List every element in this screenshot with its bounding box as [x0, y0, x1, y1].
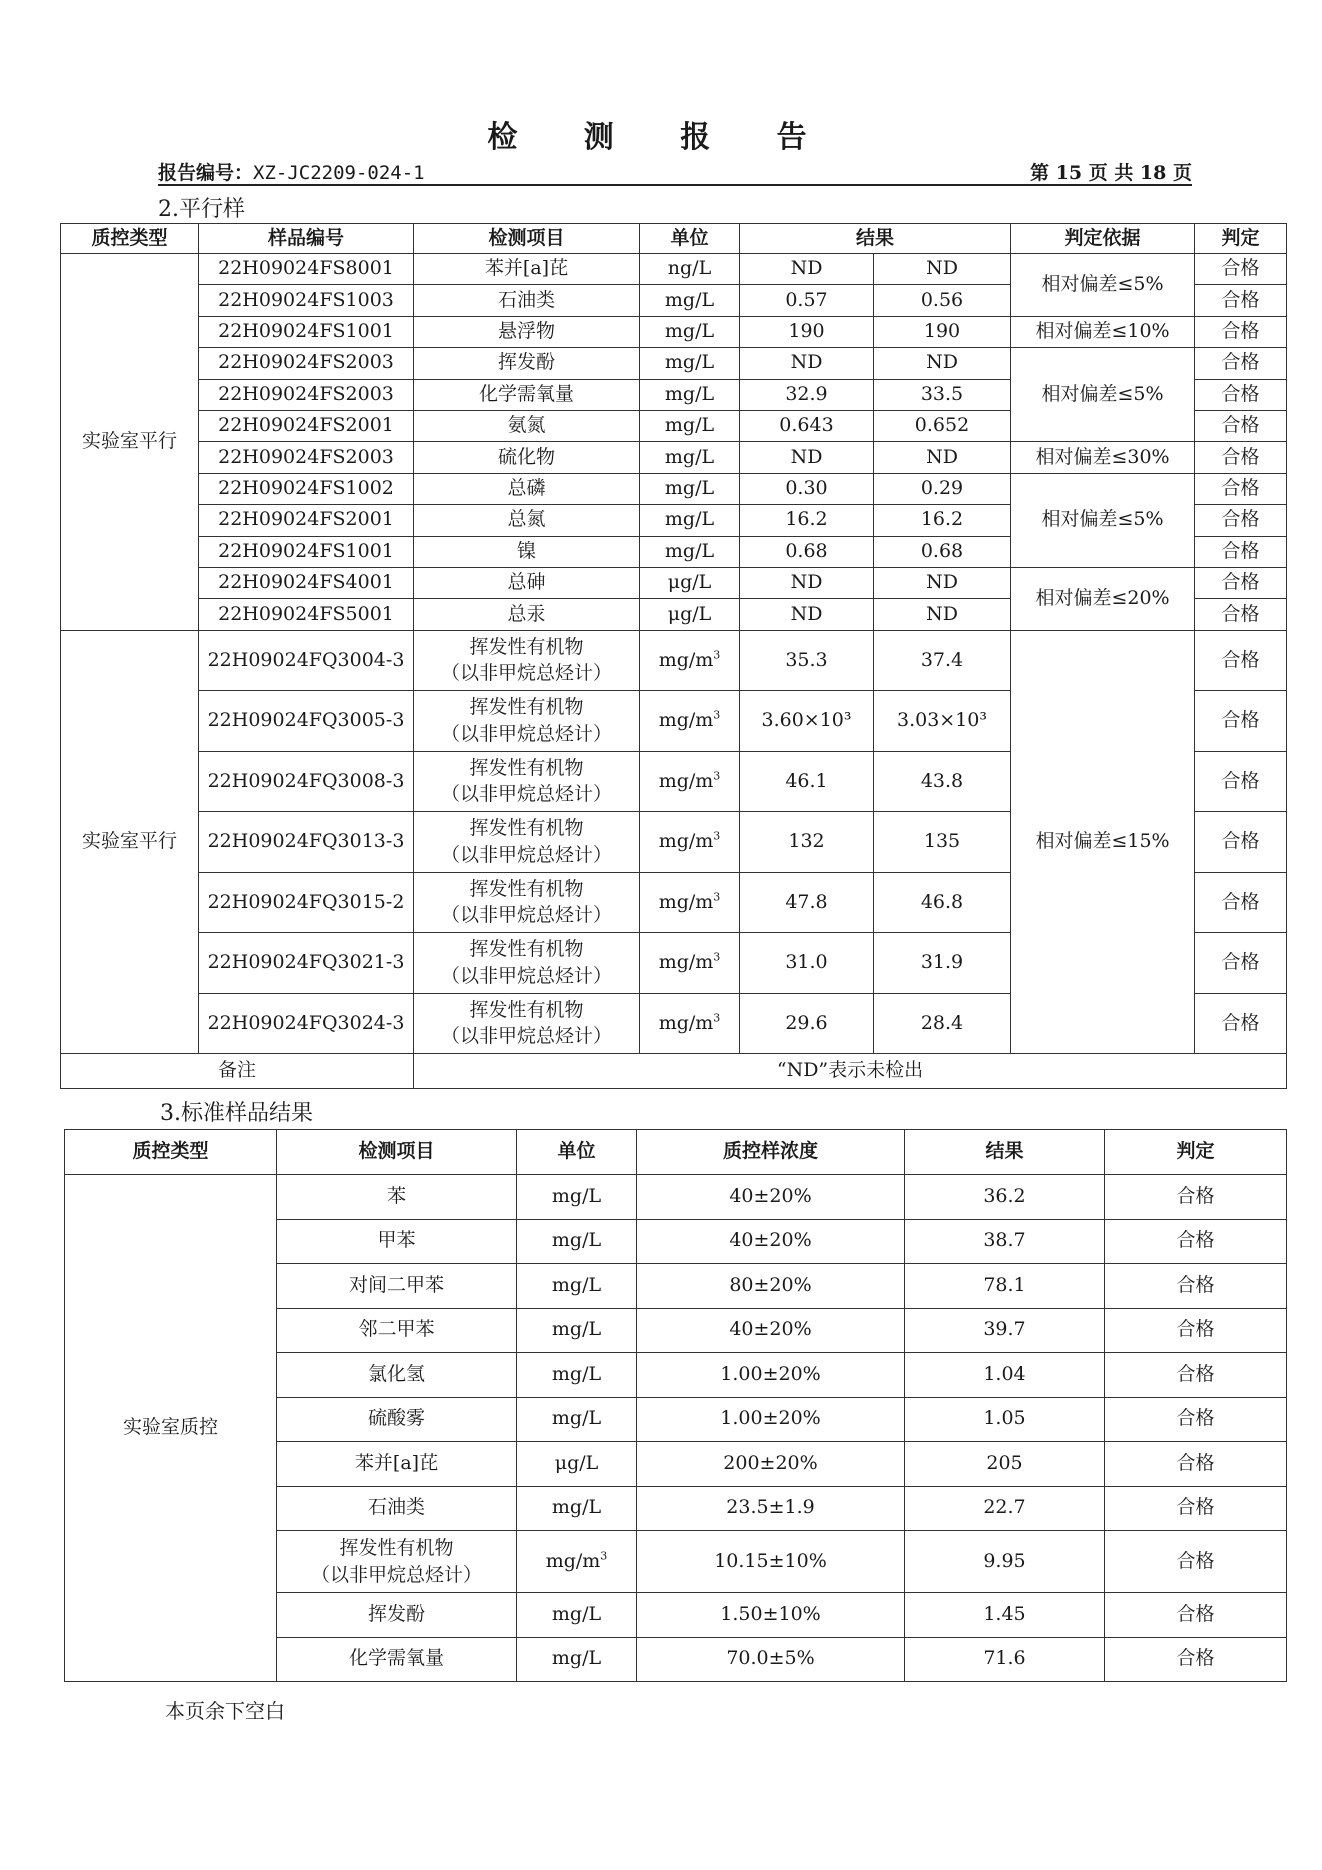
test-item: 石油类 [277, 1486, 517, 1531]
judgment: 合格 [1105, 1486, 1287, 1531]
test-item-line1: 挥发性有机物 [469, 938, 584, 961]
result-1: 0.30 [740, 473, 874, 504]
result-2: ND [874, 599, 1011, 630]
unit-base: mg/m [658, 890, 714, 913]
unit [517, 1531, 637, 1593]
table-row [61, 442, 1287, 473]
result: 1.45 [905, 1593, 1105, 1638]
test-item: 挥发酚 [414, 348, 640, 379]
test-item: 苯并[a]芘 [414, 254, 640, 285]
judgment: 合格 [1195, 285, 1287, 316]
result-2: 31.9 [874, 933, 1011, 994]
table-header [61, 224, 1287, 254]
unit: mg/L [640, 316, 740, 347]
test-item [277, 1531, 517, 1593]
page-info: 第 15 页 共 18 页 [1030, 162, 1192, 184]
qc-concentration: 1.00±20% [637, 1353, 905, 1398]
test-item-line2: （以非甲烷总烃计） [440, 722, 612, 745]
qc-concentration: 10.15±10% [637, 1531, 905, 1593]
unit: mg/L [517, 1175, 637, 1220]
judgment: 合格 [1105, 1637, 1287, 1682]
test-item: 悬浮物 [414, 316, 640, 347]
test-item-line1: 挥发性有机物 [469, 635, 584, 658]
page-title: 检 测 报 告 [487, 120, 835, 155]
sample-id: 22H09024FQ3015-2 [199, 872, 414, 933]
result: 71.6 [905, 1637, 1105, 1682]
sample-id: 22H09024FQ3004-3 [199, 630, 414, 691]
unit: mg/L [640, 442, 740, 473]
qc-concentration: 200±20% [637, 1442, 905, 1487]
result: 9.95 [905, 1531, 1105, 1593]
sample-id: 22H09024FS2001 [199, 505, 414, 536]
result-2: 46.8 [874, 872, 1011, 933]
sample-id: 22H09024FS1001 [199, 536, 414, 567]
unit-exponent: 3 [713, 950, 721, 964]
sample-id: 22H09024FS8001 [199, 254, 414, 285]
judgment: 合格 [1195, 316, 1287, 347]
unit-exponent: 3 [713, 769, 721, 783]
unit [640, 812, 740, 873]
sample-id: 22H09024FS2003 [199, 442, 414, 473]
report-meta [158, 158, 1192, 186]
judgment: 合格 [1195, 473, 1287, 504]
result-1: 190 [740, 316, 874, 347]
qc-concentration: 70.0±5% [637, 1637, 905, 1682]
judgment-basis: 相对偏差≤15% [1011, 630, 1195, 1054]
test-item: 氨氮 [414, 410, 640, 441]
result-1: 132 [740, 812, 874, 873]
unit: μg/L [517, 1442, 637, 1487]
unit-base: mg/m [658, 769, 714, 792]
test-item: 氯化氢 [277, 1353, 517, 1398]
unit [640, 691, 740, 752]
judgment: 合格 [1195, 993, 1287, 1054]
result-2: 135 [874, 812, 1011, 873]
qc-concentration: 40±20% [637, 1175, 905, 1220]
result-1: 16.2 [740, 505, 874, 536]
test-item [414, 630, 640, 691]
column-header: 检测项目 [277, 1130, 517, 1175]
test-item: 苯并[a]芘 [277, 1442, 517, 1487]
unit: mg/L [517, 1637, 637, 1682]
parallel-sample-table [60, 223, 1287, 1089]
test-item-line1: 挥发性有机物 [469, 756, 584, 779]
unit [640, 933, 740, 994]
unit: mg/L [640, 410, 740, 441]
result-2: ND [874, 348, 1011, 379]
unit: mg/L [517, 1308, 637, 1353]
sample-id: 22H09024FS2003 [199, 348, 414, 379]
judgment: 合格 [1195, 379, 1287, 410]
test-item [414, 933, 640, 994]
column-header: 质控样浓度 [637, 1130, 905, 1175]
result-2: 3.03×10³ [874, 691, 1011, 752]
unit-exponent: 3 [713, 829, 721, 843]
result: 78.1 [905, 1264, 1105, 1309]
test-item-line1: 挥发性有机物 [469, 877, 584, 900]
judgment: 合格 [1105, 1264, 1287, 1309]
result-1: 3.60×10³ [740, 691, 874, 752]
unit: mg/L [640, 348, 740, 379]
unit: mg/L [517, 1593, 637, 1638]
table-row [61, 316, 1287, 347]
judgment-basis: 相对偏差≤5% [1011, 254, 1195, 317]
judgment: 合格 [1105, 1442, 1287, 1487]
judgment-basis: 相对偏差≤5% [1011, 473, 1195, 567]
unit-base: mg/m [658, 830, 714, 853]
test-item: 挥发酚 [277, 1593, 517, 1638]
report-number-value: XZ-JC2209-024-1 [253, 162, 425, 184]
result-1: 46.1 [740, 751, 874, 812]
sample-id: 22H09024FS1001 [199, 316, 414, 347]
test-item: 总砷 [414, 567, 640, 598]
result-2: 43.8 [874, 751, 1011, 812]
unit [640, 872, 740, 933]
test-item-line2: （以非甲烷总烃计） [440, 904, 612, 927]
table-row [61, 348, 1287, 379]
unit: mg/L [517, 1219, 637, 1264]
result-1: 31.0 [740, 933, 874, 994]
result-1: 0.68 [740, 536, 874, 567]
note-label: 备注 [61, 1054, 414, 1089]
judgment: 合格 [1195, 691, 1287, 752]
judgment-basis: 相对偏差≤20% [1011, 567, 1195, 630]
qc-concentration: 40±20% [637, 1219, 905, 1264]
judgment: 合格 [1195, 442, 1287, 473]
qc-concentration: 23.5±1.9 [637, 1486, 905, 1531]
judgment: 合格 [1195, 348, 1287, 379]
result-2: ND [874, 567, 1011, 598]
sample-id: 22H09024FS1003 [199, 285, 414, 316]
note-text: “ND”表示未检出 [414, 1054, 1287, 1089]
result-2: 33.5 [874, 379, 1011, 410]
judgment: 合格 [1195, 812, 1287, 873]
test-item-line2: （以非甲烷总烃计） [440, 964, 612, 987]
table-row [61, 254, 1287, 285]
test-item: 石油类 [414, 285, 640, 316]
column-header: 结果 [905, 1130, 1105, 1175]
unit-exponent: 3 [713, 890, 721, 904]
judgment-basis: 相对偏差≤5% [1011, 348, 1195, 442]
unit [640, 630, 740, 691]
sample-id: 22H09024FQ3013-3 [199, 812, 414, 873]
test-item: 对间二甲苯 [277, 1264, 517, 1309]
result-1: ND [740, 348, 874, 379]
report-number-label: 报告编号： [158, 162, 254, 184]
test-item-line2: （以非甲烷总烃计） [440, 662, 612, 685]
unit: mg/L [640, 285, 740, 316]
judgment: 合格 [1195, 254, 1287, 285]
result-1: 0.57 [740, 285, 874, 316]
unit: mg/L [640, 505, 740, 536]
sample-id: 22H09024FQ3024-3 [199, 993, 414, 1054]
judgment: 合格 [1105, 1219, 1287, 1264]
result: 38.7 [905, 1219, 1105, 1264]
unit [640, 751, 740, 812]
unit: mg/L [640, 473, 740, 504]
test-item: 硫化物 [414, 442, 640, 473]
unit: mg/L [517, 1397, 637, 1442]
unit-base: mg/m [658, 951, 714, 974]
judgment: 合格 [1195, 536, 1287, 567]
test-item: 总氮 [414, 505, 640, 536]
test-item-line1: 挥发性有机物 [469, 998, 584, 1021]
test-item-line1: 挥发性有机物 [339, 1536, 454, 1559]
test-item: 邻二甲苯 [277, 1308, 517, 1353]
qc-type-cell: 实验室平行 [61, 254, 199, 631]
judgment: 合格 [1195, 567, 1287, 598]
qc-concentration: 1.50±10% [637, 1593, 905, 1638]
judgment: 合格 [1105, 1353, 1287, 1398]
unit-base: mg/m [545, 1549, 601, 1572]
test-item: 化学需氧量 [414, 379, 640, 410]
result-2: ND [874, 442, 1011, 473]
result: 205 [905, 1442, 1105, 1487]
unit-exponent: 3 [713, 1011, 721, 1025]
sample-id: 22H09024FS2003 [199, 379, 414, 410]
judgment-basis: 相对偏差≤30% [1011, 442, 1195, 473]
result: 36.2 [905, 1175, 1105, 1220]
note-row [61, 1054, 1287, 1089]
unit: mg/L [640, 379, 740, 410]
column-header: 样品编号 [199, 224, 414, 254]
test-item [414, 751, 640, 812]
sample-id: 22H09024FQ3005-3 [199, 691, 414, 752]
test-item [414, 993, 640, 1054]
result: 1.04 [905, 1353, 1105, 1398]
result-2: 190 [874, 316, 1011, 347]
sample-id: 22H09024FQ3021-3 [199, 933, 414, 994]
unit-base: mg/m [658, 1011, 714, 1034]
sample-id: 22H09024FS2001 [199, 410, 414, 441]
test-item: 总磷 [414, 473, 640, 504]
standard-sample-body [65, 1130, 1287, 1682]
table-row [61, 473, 1287, 504]
result: 39.7 [905, 1308, 1105, 1353]
unit: mg/L [517, 1486, 637, 1531]
judgment: 合格 [1105, 1308, 1287, 1353]
judgment: 合格 [1105, 1175, 1287, 1220]
result-2: ND [874, 254, 1011, 285]
test-item: 镍 [414, 536, 640, 567]
result-1: 29.6 [740, 993, 874, 1054]
section2-title: 2.平行样 [158, 197, 245, 222]
unit: mg/L [640, 536, 740, 567]
result-1: ND [740, 442, 874, 473]
test-item-line1: 挥发性有机物 [469, 696, 584, 719]
test-item-line2: （以非甲烷总烃计） [310, 1563, 482, 1586]
judgment: 合格 [1195, 630, 1287, 691]
judgment: 合格 [1195, 410, 1287, 441]
report-number [158, 158, 425, 185]
column-header: 单位 [517, 1130, 637, 1175]
result-1: 35.3 [740, 630, 874, 691]
unit [640, 993, 740, 1054]
table-row [65, 1175, 1287, 1220]
table-row [61, 630, 1287, 691]
unit: mg/L [517, 1353, 637, 1398]
result-2: 0.29 [874, 473, 1011, 504]
qc-concentration: 40±20% [637, 1308, 905, 1353]
test-item-line1: 挥发性有机物 [469, 817, 584, 840]
column-header: 结果 [740, 224, 1011, 254]
table-header [65, 1130, 1287, 1175]
judgment: 合格 [1105, 1593, 1287, 1638]
result-2: 16.2 [874, 505, 1011, 536]
page-footer-note: 本页余下空白 [165, 1699, 285, 1723]
column-header: 检测项目 [414, 224, 640, 254]
test-item [414, 812, 640, 873]
unit-exponent: 3 [713, 708, 721, 722]
result-1: ND [740, 599, 874, 630]
sample-id: 22H09024FQ3008-3 [199, 751, 414, 812]
column-header: 判定依据 [1011, 224, 1195, 254]
judgment: 合格 [1195, 751, 1287, 812]
judgment: 合格 [1105, 1531, 1287, 1593]
result-2: 28.4 [874, 993, 1011, 1054]
result-1: ND [740, 567, 874, 598]
unit-exponent: 3 [600, 1549, 608, 1563]
test-item [414, 872, 640, 933]
test-item: 硫酸雾 [277, 1397, 517, 1442]
column-header: 判定 [1195, 224, 1287, 254]
test-item-line2: （以非甲烷总烃计） [440, 843, 612, 866]
parallel-sample-body [61, 224, 1287, 1089]
unit-base: mg/m [658, 709, 714, 732]
column-header: 判定 [1105, 1130, 1287, 1175]
result-1: 0.643 [740, 410, 874, 441]
judgment: 合格 [1195, 599, 1287, 630]
qc-concentration: 80±20% [637, 1264, 905, 1309]
qc-type-cell: 实验室质控 [65, 1175, 277, 1682]
test-item: 化学需氧量 [277, 1637, 517, 1682]
result-2: 0.56 [874, 285, 1011, 316]
sample-id: 22H09024FS5001 [199, 599, 414, 630]
qc-type-cell: 实验室平行 [61, 630, 199, 1054]
result-2: 0.652 [874, 410, 1011, 441]
result-2: 37.4 [874, 630, 1011, 691]
result-2: 0.68 [874, 536, 1011, 567]
standard-sample-table [64, 1129, 1287, 1682]
judgment: 合格 [1195, 505, 1287, 536]
result: 1.05 [905, 1397, 1105, 1442]
judgment: 合格 [1195, 933, 1287, 994]
test-item: 总汞 [414, 599, 640, 630]
unit: μg/L [640, 567, 740, 598]
column-header: 质控类型 [65, 1130, 277, 1175]
test-item-line2: （以非甲烷总烃计） [440, 783, 612, 806]
test-item [414, 691, 640, 752]
section3-title: 3.标准样品结果 [160, 1101, 313, 1126]
judgment: 合格 [1105, 1397, 1287, 1442]
unit-exponent: 3 [713, 648, 721, 662]
sample-id: 22H09024FS1002 [199, 473, 414, 504]
result-1: 47.8 [740, 872, 874, 933]
unit: μg/L [640, 599, 740, 630]
table-row [61, 567, 1287, 598]
column-header: 单位 [640, 224, 740, 254]
result-1: 32.9 [740, 379, 874, 410]
result: 22.7 [905, 1486, 1105, 1531]
column-header: 质控类型 [61, 224, 199, 254]
test-item-line2: （以非甲烷总烃计） [440, 1025, 612, 1048]
sample-id: 22H09024FS4001 [199, 567, 414, 598]
test-item: 苯 [277, 1175, 517, 1220]
test-item: 甲苯 [277, 1219, 517, 1264]
unit-base: mg/m [658, 648, 714, 671]
unit: ng/L [640, 254, 740, 285]
judgment-basis: 相对偏差≤10% [1011, 316, 1195, 347]
unit: mg/L [517, 1264, 637, 1309]
result-1: ND [740, 254, 874, 285]
qc-concentration: 1.00±20% [637, 1397, 905, 1442]
judgment: 合格 [1195, 872, 1287, 933]
